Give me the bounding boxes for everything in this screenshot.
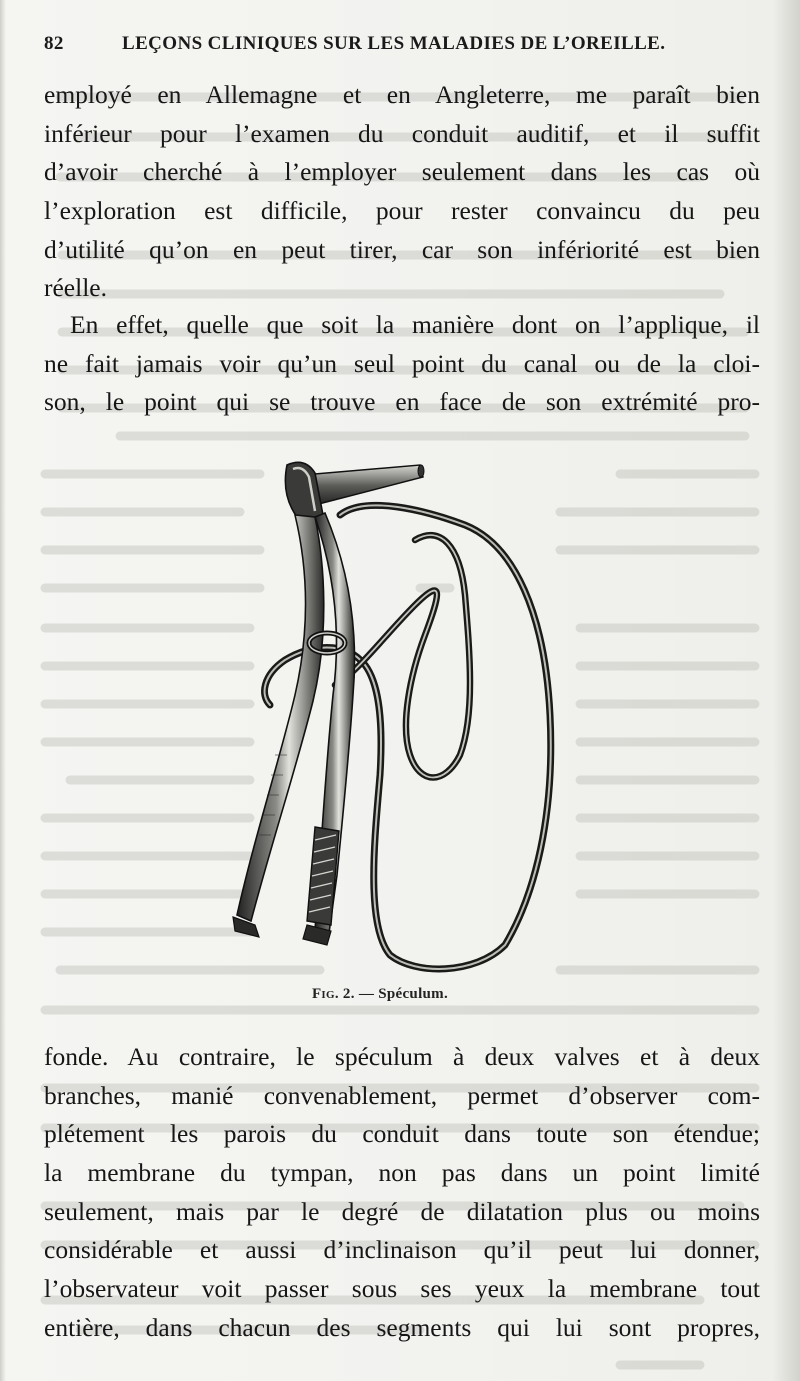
text-line: d’avoir cherché à l’employer seulement dans les cas où (44, 157, 760, 187)
text-line: son, le point qui se trouve en face de son extrémité pro- (44, 387, 760, 417)
text-line: l’observateur voit passer sous ses yeux la membrane tout (44, 1274, 760, 1304)
text-line: fonde. Au contraire, le spéculum à deux valves et à deux (44, 1042, 760, 1071)
knurled-grip (307, 827, 339, 925)
running-header (44, 33, 744, 59)
paragraph-continued (44, 1038, 760, 1348)
text-line: d’utilité qu’on en peut tirer, car son infériorité est bien (44, 234, 760, 264)
text-line: inférieur pour l’examen du conduit auditif, et il suffit (44, 118, 760, 148)
text-line: considérable et aussi d’inclinaison qu’il peut lui donner, (44, 1235, 760, 1265)
caption-separator: — (358, 986, 375, 1002)
paragraph-continued (44, 76, 760, 308)
running-head-title: LEÇONS CLINIQUES SUR LES MALADIES DE L’OREILLE. (122, 33, 666, 54)
paragraph (44, 306, 760, 422)
page-edge-shadow (772, 0, 800, 1381)
figure-label: Fig. 2. (311, 986, 355, 1002)
text-line: réelle. (44, 273, 107, 303)
figure-caption (230, 986, 530, 1003)
page-number: 82 (44, 33, 64, 54)
text-line: entière, dans chacun des segments qui lui sont propres, (44, 1312, 760, 1342)
text-line: ne fait jamais voir qu’un seul point du canal ou de la cloi- (44, 348, 760, 378)
text-line: seulement, mais par le degré de dilatation plus ou moins (44, 1196, 760, 1226)
page-gutter-shadow (0, 0, 6, 1381)
figure-title: Spéculum. (378, 986, 449, 1002)
text-line: En effet, quelle que soit la manière dont on l’applique, il (70, 310, 760, 339)
text-line: l’exploration est difficile, pour rester convaincu du peu (44, 196, 760, 226)
text-line: employé en Allemagne et en Angleterre, me paraît bien (44, 80, 760, 109)
text-line: plétement les parois du conduit dans toute son étendue; (44, 1119, 760, 1149)
speculum-illustration (215, 455, 575, 980)
speculum-engraving (215, 455, 575, 980)
text-line: branches, manié convenablement, permet d’observer com- (44, 1080, 760, 1110)
speculum-arm-left (237, 515, 324, 921)
text-line: la membrane du tympan, non pas dans un point limité (44, 1158, 760, 1188)
